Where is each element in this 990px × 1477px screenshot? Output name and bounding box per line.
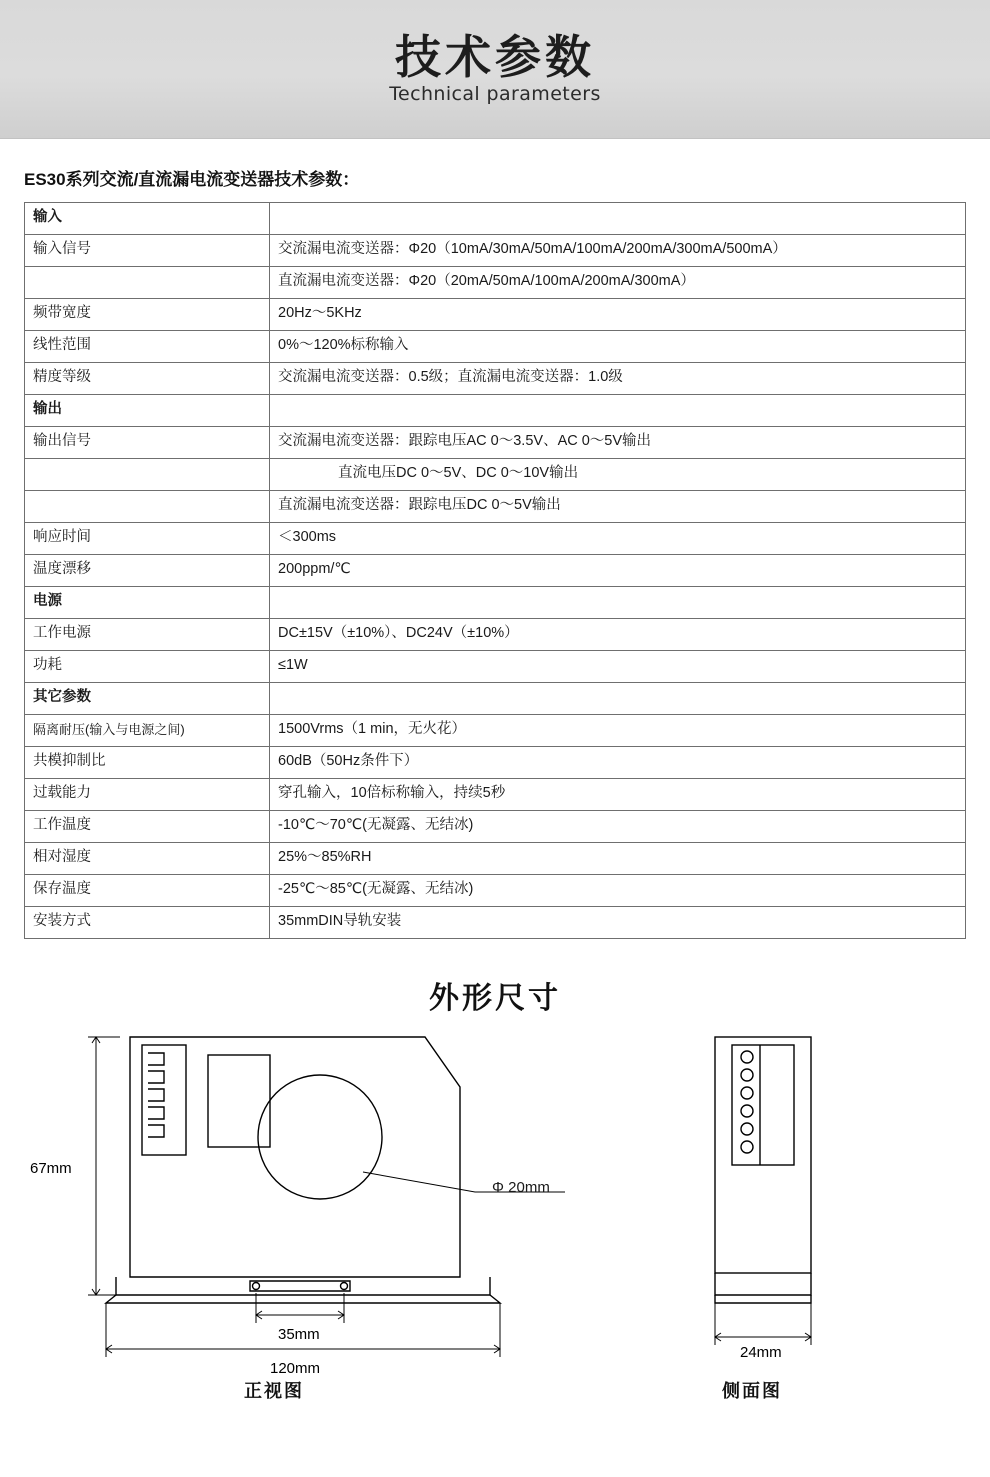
spec-row (25, 907, 966, 939)
spec-value: 直流漏电流变送器：跟踪电压DC 0～5V输出 (270, 491, 966, 523)
spec-row (25, 331, 966, 363)
spec-value (270, 203, 966, 235)
spec-value: 交流漏电流变送器：0.5级；直流漏电流变送器：1.0级 (270, 363, 966, 395)
spec-key: 温度漂移 (25, 555, 270, 587)
spec-value: -10℃～70℃(无凝露、无结冰) (270, 811, 966, 843)
spec-value: 直流电压DC 0～5V、DC 0～10V输出 (270, 459, 966, 491)
spec-row (25, 747, 966, 779)
spec-key: 频带宽度 (25, 299, 270, 331)
spec-row (25, 779, 966, 811)
spec-value (270, 683, 966, 715)
spec-key: 工作温度 (25, 811, 270, 843)
front-view-caption: 正视图 (244, 1381, 304, 1401)
spec-value: 1500Vrms（1 min，无火花） (270, 715, 966, 747)
spec-key: 共模抑制比 (25, 747, 270, 779)
spec-key: 输出信号 (25, 427, 270, 459)
spec-row (25, 619, 966, 651)
front-view-drawing (20, 1027, 580, 1407)
spec-group-row (25, 683, 966, 715)
spec-value: 直流漏电流变送器：Φ20（20mA/50mA/100mA/200mA/300mA） (270, 267, 966, 299)
spec-key (25, 459, 270, 491)
spec-value: 穿孔输入，10倍标称输入，持续5秒 (270, 779, 966, 811)
spec-value: DC±15V（±10%）、DC24V（±10%） (270, 619, 966, 651)
spec-key: 响应时间 (25, 523, 270, 555)
spec-row (25, 299, 966, 331)
spec-key: 线性范围 (25, 331, 270, 363)
page-title: 技术参数 (395, 30, 595, 83)
spec-row (25, 427, 966, 459)
spec-group-row (25, 203, 966, 235)
front-rail-label: 35mm (278, 1326, 320, 1343)
spec-value (270, 395, 966, 427)
spec-key: 过载能力 (25, 779, 270, 811)
spec-value: 0%～120%标称输入 (270, 331, 966, 363)
spec-value: 交流漏电流变送器：Φ20（10mA/30mA/50mA/100mA/200mA/300mA/500mA） (270, 235, 966, 267)
dimension-drawings (0, 1027, 990, 1477)
spec-key: 电源 (25, 587, 270, 619)
spec-value (270, 587, 966, 619)
spec-key (25, 267, 270, 299)
spec-row (25, 843, 966, 875)
spec-value: 20Hz～5KHz (270, 299, 966, 331)
spec-row (25, 875, 966, 907)
spec-key: 保存温度 (25, 875, 270, 907)
spec-value: -25℃～85℃(无凝露、无结冰) (270, 875, 966, 907)
spec-key: 输入信号 (25, 235, 270, 267)
spec-table (24, 202, 966, 939)
spec-key: 隔离耐压(输入与电源之间) (25, 715, 270, 747)
spec-value: 60dB（50Hz条件下） (270, 747, 966, 779)
spec-key: 输入 (25, 203, 270, 235)
spec-value: 200ppm/℃ (270, 555, 966, 587)
spec-table-wrap (0, 202, 990, 939)
spec-group-row (25, 395, 966, 427)
spec-group-row (25, 587, 966, 619)
spec-key: 其它参数 (25, 683, 270, 715)
spec-row (25, 363, 966, 395)
spec-row (25, 267, 966, 299)
spec-value: ＜300ms (270, 523, 966, 555)
spec-key: 工作电源 (25, 619, 270, 651)
spec-key: 功耗 (25, 651, 270, 683)
side-view-caption: 侧面图 (722, 1381, 782, 1401)
spec-row (25, 523, 966, 555)
dimensions-title: 外形尺寸 (429, 982, 561, 1015)
spec-key: 精度等级 (25, 363, 270, 395)
side-view-drawing (640, 1027, 940, 1407)
side-width-label: 24mm (740, 1344, 782, 1361)
spec-value: 25%～85%RH (270, 843, 966, 875)
spec-key: 输出 (25, 395, 270, 427)
spec-row (25, 715, 966, 747)
page-subtitle: Technical parameters (389, 83, 601, 106)
spec-row (25, 811, 966, 843)
spec-row (25, 651, 966, 683)
front-hole-label: Φ 20mm (492, 1179, 550, 1196)
spec-value: 交流漏电流变送器：跟踪电压AC 0～3.5V、AC 0～5V输出 (270, 427, 966, 459)
spec-value: 35mmDIN导轨安装 (270, 907, 966, 939)
spec-row (25, 459, 966, 491)
front-width-label: 120mm (270, 1360, 321, 1377)
spec-key: 安装方式 (25, 907, 270, 939)
spec-value: ≤1W (270, 651, 966, 683)
section-heading: ES30系列交流/直流漏电流变送器技术参数： (24, 170, 360, 189)
spec-row (25, 555, 966, 587)
spec-row (25, 235, 966, 267)
front-height-label: 67mm (30, 1160, 72, 1177)
spec-row (25, 491, 966, 523)
page-banner (0, 0, 990, 139)
spec-key (25, 491, 270, 523)
spec-key: 相对湿度 (25, 843, 270, 875)
